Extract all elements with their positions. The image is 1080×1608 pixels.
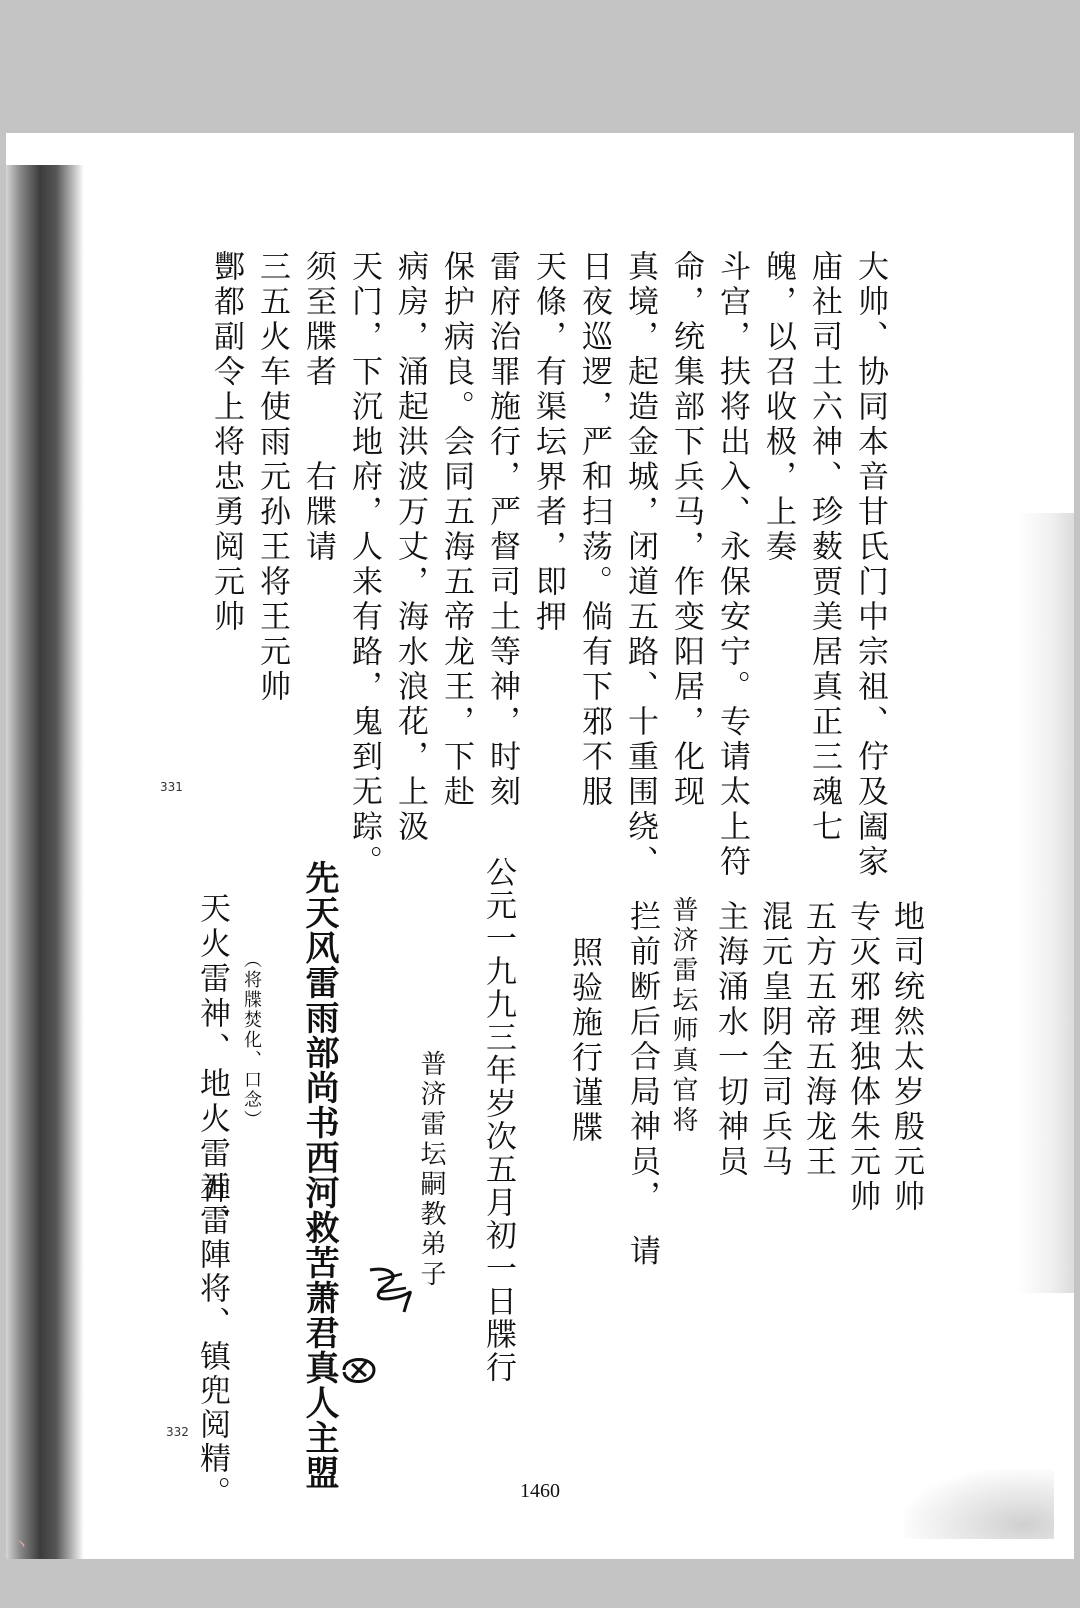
- lower-column-7: 拦前断后合局神员， 请: [624, 900, 660, 1270]
- upper-column-5: 命，统集部下兵马，作变阳居，化现: [668, 250, 704, 810]
- upper-column-9: 雷府治罪施行，严督司土等神，时刻: [484, 250, 520, 810]
- upper-column-10: 保护病良。会同五海五帝龙王，下赴: [438, 250, 474, 810]
- main-title: 先天风雷雨部尚书西河救苦萧君真人主盟: [299, 860, 339, 1490]
- upper-column-2: 庙社司土六神、珍薮贾美居真正三魂七: [806, 250, 842, 845]
- upper-column-11: 病房，涌起洪波万丈，海水浪花，上汲: [392, 250, 428, 845]
- lower-column-3: 五方五帝五海龙王: [800, 900, 836, 1180]
- upper-column-14: 三五火车使雨元孙王将王元帅: [254, 250, 290, 705]
- upper-column-4: 斗宫，扶将出入、永保安宁。专请太上符: [714, 250, 750, 880]
- page-number: 1460: [520, 1480, 560, 1502]
- last-column-2: 五雷陣将、镇兜阅精。: [194, 1170, 230, 1510]
- lower-column-5: 主海涌水一切神员: [712, 900, 748, 1180]
- stray-mark: 丶: [12, 1535, 30, 1556]
- folio-lower: 332: [166, 1425, 189, 1439]
- upper-column-7: 日夜巡逻，严和扫荡。倘有下邪不服: [576, 250, 612, 810]
- note-line: （将牒焚化、口念）: [241, 950, 262, 1130]
- upper-column-3: 魄，以召收极，上奏: [760, 250, 796, 565]
- upper-column-6: 真境，起造金城，闭道五路、十重围绕、: [622, 250, 658, 880]
- lower-column-8: 照验施行谨牒: [566, 936, 602, 1146]
- handwritten-seal: [338, 1350, 380, 1390]
- lower-column-4: 混元皇阴全司兵马: [756, 900, 792, 1180]
- book-gutter-shadow: [6, 165, 84, 1559]
- lower-column-6: 普济雷坛师真官将: [668, 896, 698, 1136]
- upper-column-12: 天门，下沉地府，人来有路，鬼到无踪。: [346, 250, 382, 880]
- upper-column-1: 大帅、协同本音甘氏门中宗祖、佇及阖家: [852, 250, 888, 880]
- date-line: 公元一九九三年岁次五月初一日牒行: [480, 856, 516, 1384]
- page-edge-shadow: [1018, 513, 1074, 1293]
- upper-column-13: 须至牒者 右牒请: [300, 250, 336, 565]
- upper-column-15: 酆都副令上将忠勇阅元帅: [208, 250, 244, 635]
- signature: [360, 1262, 420, 1322]
- lower-column-2: 专灭邪理独体朱元帅: [844, 900, 880, 1215]
- last-column-1: 天火雷神、地火雷神、: [194, 892, 230, 1242]
- folio-upper: 331: [160, 780, 183, 794]
- disciple-line: 普济雷坛嗣教弟子: [416, 1050, 446, 1290]
- lower-column-1: 地司统然太岁殷元帅: [888, 900, 924, 1215]
- upper-column-8: 天條，有渠坛界者，即押: [530, 250, 566, 635]
